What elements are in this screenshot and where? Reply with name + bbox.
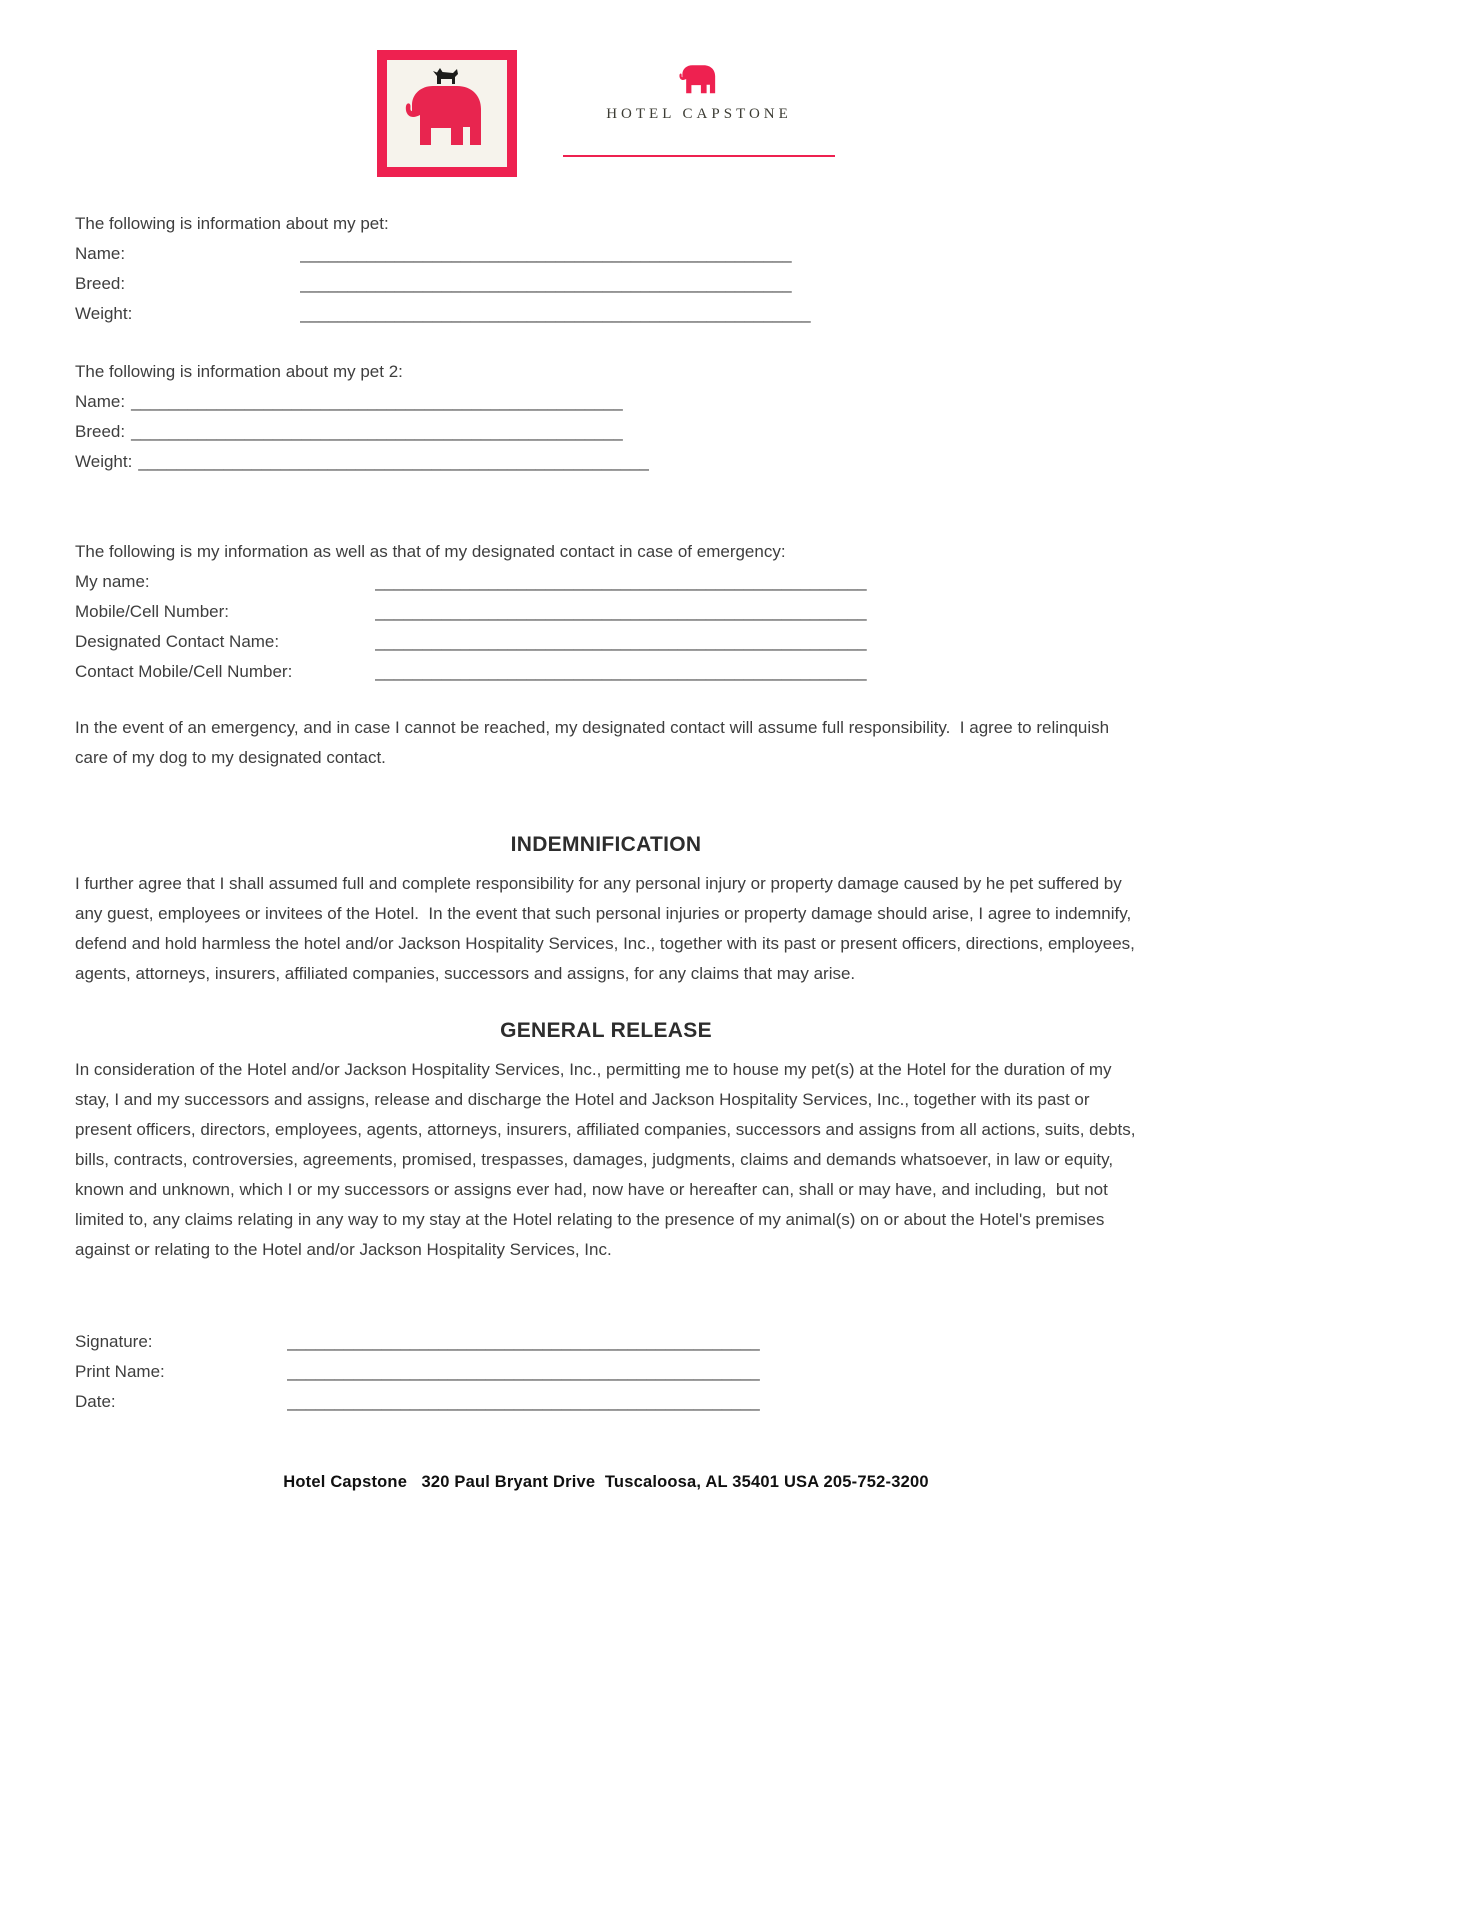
field-blank-line: __________________________________________________ [287, 1392, 760, 1411]
mobile-number-row [75, 597, 1137, 627]
field-blank-line: ____________________________________________________ [375, 572, 867, 591]
field-blank-line: ____________________________________________________ [131, 422, 623, 441]
field-blank-line: ______________________________________________________ [300, 304, 811, 323]
field-label: Breed: [75, 274, 126, 293]
pet2-intro: The following is information about my pet 2: [75, 362, 403, 381]
field-blank-line: ______________________________________________________ [138, 452, 649, 471]
elephant-stack-logo-icon [397, 67, 497, 167]
field-label: Weight: [75, 304, 133, 323]
section-emergency [75, 537, 1137, 773]
section-pet1 [75, 209, 1137, 329]
brand-name: HOTEL CAPSTONE [606, 106, 792, 122]
pet2-breed-row [75, 417, 1137, 447]
my-name-row [75, 567, 1137, 597]
field-label: Designated Contact Name: [75, 632, 280, 651]
indemnification-heading: INDEMNIFICATION [510, 833, 702, 856]
header [75, 0, 1137, 177]
field-label: Date: [75, 1392, 116, 1411]
field-label: Breed: [75, 422, 126, 441]
field-blank-line: ____________________________________________________ [375, 632, 867, 651]
field-label: Signature: [75, 1332, 153, 1351]
section-pet2 [75, 357, 1137, 477]
brand-elephant-icon [675, 60, 723, 98]
section-general-release [75, 1019, 1141, 1265]
field-blank-line: ____________________________________________________ [300, 244, 792, 263]
field-label: Mobile/Cell Number: [75, 602, 229, 621]
emergency-note: In the event of an emergency, and in case I cannot be reached, my designated contact will assume full responsibility. I agree to relinquish care of my dog to my designated contact. [75, 718, 1114, 767]
pet2-name-row [75, 387, 1137, 417]
print-name-row [75, 1357, 1137, 1387]
hotel-logo [377, 50, 517, 177]
field-blank-line: __________________________________________________ [287, 1362, 760, 1381]
date-row [75, 1387, 1137, 1417]
emergency-intro: The following is my information as well as that of my designated contact in case of emergency: [75, 542, 786, 561]
document-page [75, 0, 1141, 1492]
brand-block [563, 50, 835, 157]
pet1-intro: The following is information about my pet: [75, 214, 389, 233]
pet1-weight-row [75, 299, 1137, 329]
indemnification-text: I further agree that I shall assumed full and complete responsibility for any personal injury or property damage caused by he pet suffered by any guest, employees or invitees of the Hotel. In the event that such personal injuries or property damage should arise, I agree to indemnify, defend and hold harmless the hotel and/or Jackson Hospitality Services, Inc., together with its past or present officers, directions, employees, agents, attorneys, insurers, affiliated companies, successors and assigns, for any claims that may arise. [75, 874, 1140, 983]
field-blank-line: ____________________________________________________ [300, 274, 792, 293]
contact-name-row [75, 627, 1137, 657]
contact-mobile-row [75, 657, 1137, 687]
section-indemnification [75, 833, 1140, 989]
general-release-heading: GENERAL RELEASE [500, 1019, 712, 1042]
brand-underline [563, 155, 835, 157]
field-label: Weight: [75, 452, 133, 471]
pet2-weight-row [75, 447, 1137, 477]
field-label: Name: [75, 244, 126, 263]
pet1-breed-row [75, 269, 1137, 299]
field-label: Name: [75, 392, 126, 411]
field-blank-line: ____________________________________________________ [131, 392, 623, 411]
footer-contact: Hotel Capstone 320 Paul Bryant Drive Tuscaloosa, AL 35401 USA 205-752-3200 [283, 1473, 929, 1491]
section-signature [75, 1327, 1137, 1417]
pet1-name-row [75, 239, 1137, 269]
general-release-text: In consideration of the Hotel and/or Jackson Hospitality Services, Inc., permitting me to house my pet(s) at the Hotel for the duration of my stay, I and my successors and assigns, release and discharge the Hotel and Jackson Hospitality Services, Inc., together with its past or present officers, directors, employees, agents, attorneys, insurers, affiliated companies, successors and assigns from all actions, suits, debts, bills, contracts, controversies, agreements, promised, trespasses, damages, judgments, claims and demands whatsoever, in law or equity, known and unknown, which I or my successors or assigns ever had, now have or hereafter can, shall or may have, and including, but not limited to, any claims relating in any way to my stay at the Hotel relating to the presence of my animal(s) on or about the Hotel's premises against or relating to the Hotel and/or Jackson Hospitality Services, Inc. [75, 1060, 1141, 1259]
field-blank-line: __________________________________________________ [287, 1332, 760, 1351]
field-label: My name: [75, 572, 150, 591]
field-label: Contact Mobile/Cell Number: [75, 662, 293, 681]
field-label: Print Name: [75, 1362, 165, 1381]
field-blank-line: ____________________________________________________ [375, 602, 867, 621]
field-blank-line: ____________________________________________________ [375, 662, 867, 681]
signature-row [75, 1327, 1137, 1357]
